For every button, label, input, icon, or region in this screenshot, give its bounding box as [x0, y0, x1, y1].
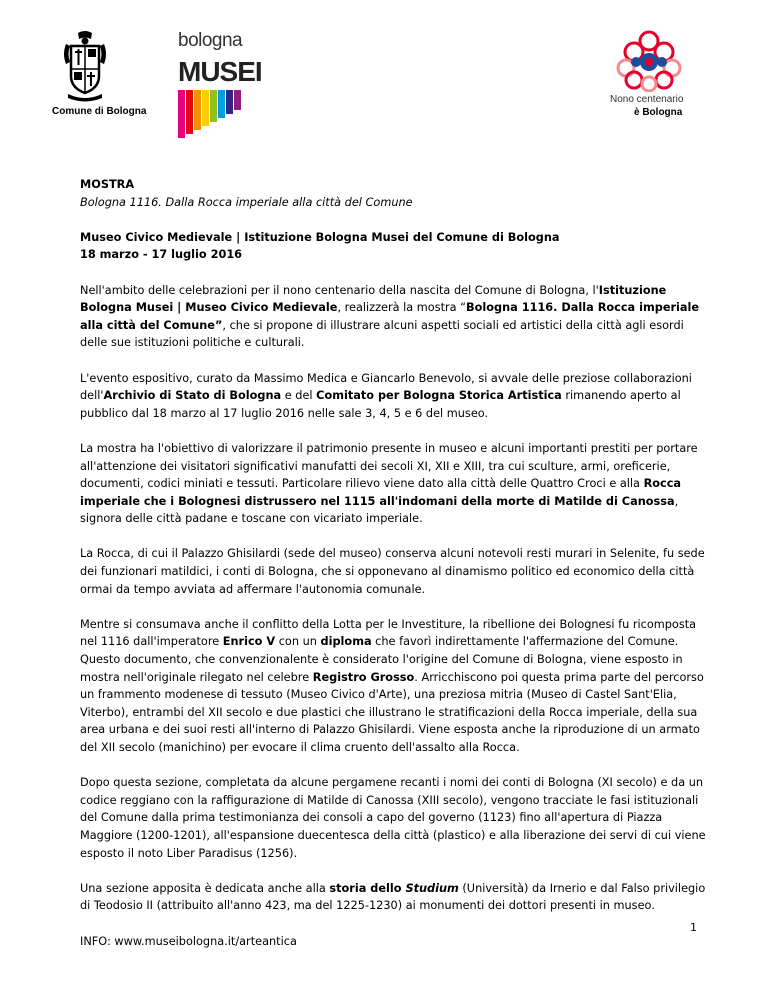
paragraph-4: La Rocca, di cui il Palazzo Ghisilardi (sede del museo) conserva alcuni notevoli resti murari in Selenite, fu sede dei funzionari matildici, i conti di Bologna, che si opponevano al dinamismo politico ed economico della città ormai da tempo avviata ad affermare l'autonomia comunale.: [80, 547, 705, 596]
paragraph-2: L'evento espositivo, curato da Massimo Medica e Giancarlo Benevolo, si avvale delle preziose collaborazioni dell'Archivio di Stato di Bologna e del Comitato per Bologna Storica Artistica rimanendo aperto al pubblico dal 18 marzo al 17 luglio 2016 nelle sale 3, 4, 5 e 6 del museo.: [80, 371, 692, 420]
musei-logo-word-top: bologna: [178, 30, 243, 51]
comune-caption: Comune di Bologna: [52, 106, 147, 117]
doc-venue: Museo Civico Medievale | Istituzione Bologna Musei del Comune di Bologna: [80, 230, 560, 244]
doc-label: MOSTRA: [80, 178, 135, 191]
nono-centenario-line2: è Bologna: [634, 107, 683, 118]
musei-logo-word-bottom: MUSEI: [178, 56, 262, 87]
doc-dates: 18 marzo - 17 luglio 2016: [80, 248, 243, 262]
document-body: [80, 176, 708, 968]
musei-color-bars-icon: [178, 90, 244, 138]
nono-centenario-logo: [610, 28, 730, 128]
page-number: 1: [690, 921, 697, 934]
nono-centenario-emblem-icon: [614, 28, 684, 92]
doc-title: Bologna 1116. Dalla Rocca imperiale alla città del Comune: [80, 195, 413, 209]
paragraph-5: Mentre si consumava anche il conflitto della Lotta per le Investiture, la ribellione dei Bolognesi fu ricomposta nel 1116 dall'imperatore Enrico V con un diploma che favorì indirettamente l'affermazione del Comune. Questo documento, che convenzionalente è considerato l'origine del Comune di Bologna, viene esposto in mostra nell'originale rilegato nel celebre Registro Grosso. Arricchiscono poi questa prima parte del percorso un frammento modenese di tessuto (Museo Civico d'Arte), una preziosa mitria (Museo di Castel Sant'Elia, Viterbo), entrambi del XII secolo e due plastici che illustrano le stratificazioni della Rocca imperiale, della sua area urbana e dei suoi resti all'interno di Palazzo Ghisilardi. Viene esposta anche la riproduzione di un armato del XII secolo (manichino) per evocare il clima cruento dell'assalto alla Rocca.: [80, 617, 704, 754]
paragraph-7: Una sezione apposita è dedicata anche alla storia dello Studium (Università) da Irnerio e dal Falso privilegio di Teodosio II (attribuito all'anno 423, ma del 1225-1230) ai monumenti dei dottori presenti in museo.: [80, 881, 706, 913]
bologna-musei-logo: [178, 30, 262, 125]
nono-centenario-line1: Nono centenario: [610, 94, 684, 105]
info-line: INFO: www.museibologna.it/arteantica: [80, 934, 297, 948]
page-header: [0, 0, 768, 150]
comune-di-bologna-logo: [52, 30, 162, 125]
paragraph-3: La mostra ha l'obiettivo di valorizzare il patrimonio presente in museo e alcuni importanti prestiti per portare all'attenzione dei visitatori significativi manufatti dei secoli XI, XII e XIII, tra cui sculture, armi, oreficerie, documenti, codici miniati e tessuti. Particolare rilievo viene dato alla città delle Quattro Croci e alla Rocca imperiale che i Bolognesi distrussero nel 1115 all'indomani della morte di Matilde di Canossa, signora delle città padane e toscane con vicariato imperiale.: [80, 441, 698, 526]
coat-of-arms-icon: [60, 30, 110, 102]
paragraph-1: Nell'ambito delle celebrazioni per il nono centenario della nascita del Comune di Bologna, l'Istituzione Bologna Musei | Museo Civico Medievale, realizzerà la mostra “Bologna 1116. Dalla Rocca imperiale alla città del Comune”, che si propone di illustrare alcuni aspetti sociali ed artistici della città agli esordi delle sue istituzioni politiche e culturali.: [80, 283, 700, 350]
paragraph-6: Dopo questa sezione, completata da alcune pergamene recanti i nomi dei conti di Bologna (XI secolo) e da un codice reggiano con la raffigurazione di Matilde di Canossa (XIII secolo), vengono tracciate le fasi istituzionali del Comune dalla prima testimonianza dei consoli a capo del governo (1123) fino all'apertura di Piazza Maggiore (1200-1201), all'espansione duecentesca della città (plastico) e alla liberazione dei servi di cui viene esposto il noto Liber Paradisus (1256).: [80, 776, 706, 860]
